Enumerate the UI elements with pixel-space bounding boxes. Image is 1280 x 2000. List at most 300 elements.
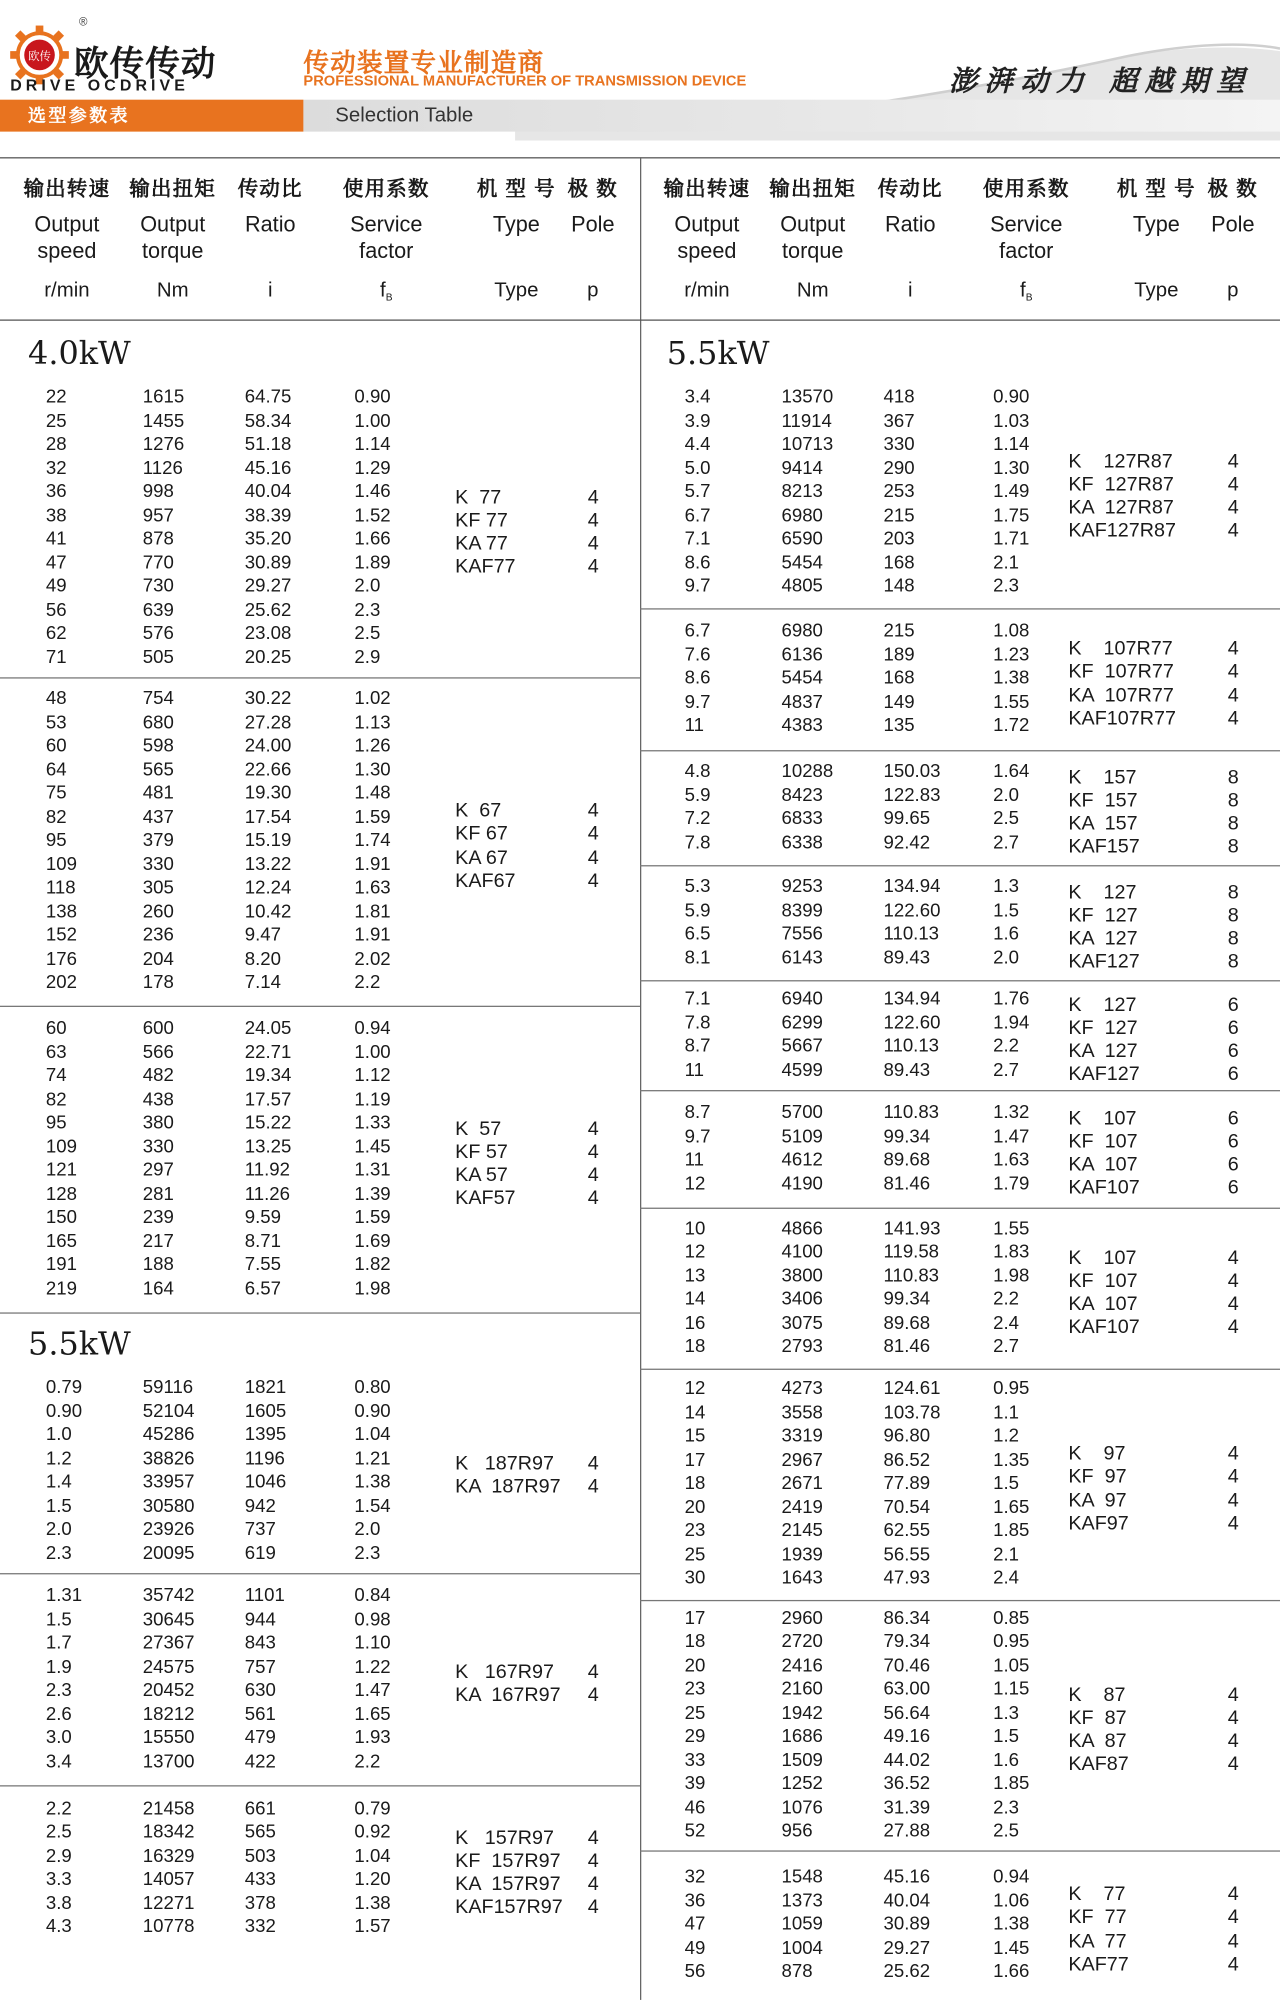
torque: 6143: [781, 947, 823, 969]
speed: 6.5: [684, 923, 711, 945]
torque: 305: [142, 878, 174, 899]
service-factor: 1.64: [993, 761, 1030, 783]
column-header-unit-4: [342, 280, 431, 303]
service-factor: 1.06: [993, 1890, 1030, 1912]
speed: 60: [45, 736, 67, 757]
speed: 14: [684, 1289, 706, 1310]
pole-value: 4: [1227, 497, 1239, 520]
unit-text: Nm: [796, 279, 829, 302]
speed: 8.1: [684, 947, 711, 969]
torque: 1059: [781, 1914, 823, 1936]
table-row: [0, 1796, 1280, 1820]
service-factor: 2.3: [354, 1543, 381, 1564]
speed: 39: [684, 1773, 706, 1795]
ratio: 6.57: [244, 1278, 281, 1299]
ratio: 27.28: [244, 712, 292, 734]
speed: 5.7: [684, 481, 711, 503]
speed: 11: [684, 1060, 704, 1081]
torque: 30645: [142, 1609, 195, 1630]
service-factor: 1.29: [354, 458, 391, 479]
speed: 11: [684, 715, 704, 737]
torque: 878: [142, 529, 174, 550]
service-factor: 1.39: [354, 1183, 391, 1205]
speed: 36: [684, 1890, 706, 1912]
service-factor: 2.4: [993, 1568, 1020, 1589]
ratio: 843: [244, 1633, 276, 1654]
service-factor: 1.98: [993, 1265, 1030, 1287]
torque: 7556: [781, 923, 823, 945]
service-factor: 1.38: [993, 668, 1030, 690]
torque: 1686: [781, 1726, 823, 1747]
ratio: 433: [244, 1869, 276, 1891]
torque: 14057: [142, 1869, 195, 1891]
service-factor: 1.38: [354, 1472, 391, 1493]
pole-value: 4: [1227, 1293, 1239, 1315]
torque: 4612: [781, 1150, 823, 1171]
ratio: 89.43: [883, 1060, 931, 1081]
service-factor: 2.0: [354, 576, 381, 597]
model-poles: [1228, 451, 1239, 544]
pole-value: 4: [587, 509, 599, 532]
torque: 1126: [142, 458, 183, 479]
service-factor: 0.94: [354, 1018, 391, 1039]
pole-value: 4: [587, 1850, 599, 1872]
column-header-en-4: Service factor: [350, 212, 423, 264]
column-header-en-2: Output torque: [140, 212, 206, 264]
service-factor: 1.04: [354, 1424, 391, 1446]
torque: 2145: [781, 1521, 823, 1542]
torque: 1076: [781, 1797, 823, 1818]
table-row: [0, 575, 1280, 599]
model-poles: [1228, 994, 1239, 1087]
torque: 5109: [781, 1126, 823, 1147]
pole-value: 4: [587, 1684, 599, 1706]
service-factor: 1.19: [354, 1089, 391, 1110]
power-heading: 5.5kW: [28, 1325, 131, 1363]
service-factor: 1.82: [354, 1254, 391, 1276]
speed: 20: [684, 1655, 706, 1676]
service-factor: 1.69: [354, 1231, 391, 1252]
ratio: 561: [244, 1704, 276, 1725]
speed: 18: [684, 1473, 706, 1495]
service-factor: 1.66: [993, 1961, 1030, 1983]
ratio: 24.00: [244, 736, 292, 757]
torque: 3558: [781, 1402, 823, 1424]
torque: 1509: [781, 1750, 823, 1771]
column-header-cn-2: 输出扭矩: [129, 178, 217, 201]
service-factor: 0.95: [993, 1631, 1030, 1653]
speed: 29: [684, 1726, 706, 1747]
service-factor: 1.79: [993, 1173, 1030, 1195]
ratio: 479: [244, 1727, 276, 1749]
service-factor: 1.20: [354, 1869, 391, 1891]
unit-subscript: B: [1025, 291, 1033, 303]
ratio: 168: [883, 668, 915, 690]
pole-value: 4: [1227, 1930, 1239, 1952]
pole-value: 4: [1227, 1316, 1239, 1339]
ratio: 49.16: [883, 1726, 931, 1747]
model-types: K 67 KF 67 KA 67 KAF67: [455, 800, 516, 892]
speed: 18: [684, 1631, 706, 1653]
speed: 2.9: [45, 1845, 72, 1867]
torque: 576: [142, 623, 174, 645]
speed: 60: [45, 1018, 67, 1039]
ratio: 1395: [244, 1424, 287, 1446]
model-types: K 157 KF 157 KA 157 KAF157: [1068, 766, 1140, 858]
speed: 1.0: [45, 1424, 72, 1446]
ratio: 11.92: [244, 1160, 290, 1181]
speed: 0.79: [45, 1377, 83, 1399]
speed: 36: [45, 481, 67, 503]
unit-text: Type: [494, 279, 539, 302]
speed: 33: [684, 1750, 706, 1771]
torque: 3800: [781, 1265, 823, 1287]
torque: 35742: [142, 1585, 195, 1607]
service-factor: 1.59: [354, 1207, 391, 1229]
table-row: [0, 1217, 1280, 1241]
ratio: 64.75: [244, 387, 292, 408]
column-header-en-2: Output torque: [780, 212, 846, 264]
service-factor: 1.81: [354, 901, 391, 923]
speed: 53: [45, 712, 67, 734]
speed: 165: [45, 1231, 77, 1252]
service-factor: 2.7: [993, 1060, 1020, 1081]
pole-value: 4: [587, 800, 599, 822]
speed: 2.5: [45, 1822, 72, 1843]
speed: 150: [45, 1207, 77, 1229]
column-header-cn-2: 输出扭矩: [769, 178, 857, 201]
torque: 2416: [781, 1655, 823, 1676]
ratio: 15.22: [244, 1113, 292, 1134]
pole-value: 4: [587, 869, 599, 892]
torque: 956: [781, 1821, 813, 1842]
torque: 45286: [142, 1424, 195, 1446]
model-types: K 107R77 KF 107R77 KA 107R77 KAF107R77: [1068, 637, 1177, 730]
logo-chinese-name: 欧传传动: [73, 44, 217, 84]
ratio: 148: [883, 576, 915, 597]
ratio: 332: [244, 1916, 276, 1938]
ratio: 10.42: [244, 901, 292, 923]
model-types: K 97 KF 97 KA 97 KAF97: [1068, 1442, 1129, 1535]
pole-value: 8: [1227, 812, 1239, 835]
torque: 1276: [142, 434, 185, 455]
ratio: 110.13: [883, 1036, 940, 1057]
table-row: [0, 1378, 1280, 1402]
ratio: 22.71: [244, 1042, 292, 1063]
logo-seal-text: 欧传: [28, 49, 51, 64]
ratio: 422: [244, 1751, 276, 1772]
torque: 1643: [781, 1568, 823, 1589]
pole-value: 6: [1227, 1107, 1239, 1130]
ratio: 45.16: [883, 1867, 931, 1888]
ratio: 1046: [244, 1472, 287, 1493]
service-factor: 1.04: [354, 1845, 391, 1867]
ratio: 1821: [244, 1377, 287, 1399]
model-poles: [1228, 1684, 1239, 1777]
torque: 6833: [781, 808, 823, 830]
model-poles: [1228, 1884, 1239, 1977]
ratio: 29.27: [883, 1938, 931, 1959]
service-factor: 1.83: [993, 1242, 1030, 1263]
speed: 52: [684, 1821, 706, 1842]
speed: 20: [684, 1497, 706, 1518]
torque: 438: [142, 1089, 174, 1110]
column-header-unit-2: [765, 280, 861, 303]
service-factor: 1.55: [993, 1218, 1030, 1239]
ratio: 619: [244, 1543, 276, 1564]
service-factor: 1.45: [354, 1136, 391, 1158]
torque: 639: [142, 599, 174, 621]
speed: 32: [684, 1867, 706, 1888]
service-factor: 1.02: [354, 689, 391, 710]
speed: 6.7: [684, 505, 711, 526]
torque: 20452: [142, 1680, 195, 1701]
ratio: 7.55: [244, 1254, 281, 1276]
torque: 20095: [142, 1543, 195, 1564]
service-factor: 1.6: [993, 923, 1020, 945]
service-factor: 1.66: [354, 529, 391, 550]
speed: 48: [45, 689, 67, 710]
power-heading: 5.5kW: [666, 334, 770, 372]
ratio: 661: [244, 1798, 276, 1820]
service-factor: 2.7: [993, 832, 1020, 853]
torque: 260: [142, 901, 174, 923]
speed: 25: [684, 1702, 706, 1724]
ratio: 168: [883, 552, 915, 574]
pole-value: 4: [587, 1661, 599, 1683]
logo-registered-mark: ®: [79, 15, 88, 29]
speed: 3.3: [45, 1869, 72, 1891]
ratio: 134.94: [883, 876, 941, 898]
torque: 4866: [781, 1218, 823, 1239]
ratio: 89.68: [883, 1313, 931, 1334]
ratio: 45.16: [244, 458, 292, 479]
pole-value: 4: [587, 1117, 599, 1140]
ratio: 31.39: [883, 1797, 931, 1818]
speed: 4.4: [684, 434, 711, 455]
pole-value: 4: [587, 486, 599, 509]
tagline-english: PROFESSIONAL MANUFACTURER OF TRANSMISSION DEVICE: [303, 74, 747, 90]
model-poles: [1228, 1247, 1239, 1340]
speed: 7.6: [684, 645, 711, 666]
column-header-cn-6: 极 数: [567, 178, 618, 201]
ratio: 565: [244, 1822, 276, 1843]
torque: 10288: [781, 761, 834, 783]
service-factor: 1.49: [993, 481, 1030, 503]
service-factor: 1.3: [993, 876, 1020, 898]
unit-text: p: [1227, 279, 1239, 302]
pole-value: 4: [1227, 1246, 1239, 1269]
pole-value: 4: [587, 532, 599, 555]
speed: 7.1: [684, 989, 711, 1010]
torque: 9253: [781, 876, 823, 898]
ratio: 215: [883, 505, 915, 526]
service-factor: 2.02: [354, 949, 391, 970]
ratio: 92.42: [883, 832, 931, 853]
model-types: K 127 KF 127 KA 127 KAF127: [1068, 881, 1140, 973]
speed: 30: [684, 1568, 706, 1589]
torque: 2419: [781, 1497, 823, 1518]
torque: 8423: [781, 785, 823, 806]
table-row: [0, 551, 1280, 575]
ratio: 150.03: [883, 761, 941, 783]
model-poles: [1228, 638, 1239, 731]
ratio: 89.43: [883, 947, 931, 969]
ratio: 19.30: [244, 783, 292, 805]
model-types: K 107 KF 107 KA 107 KAF107: [1068, 1107, 1140, 1199]
ratio: 378: [244, 1893, 276, 1914]
pole-value: 8: [1227, 881, 1239, 903]
ratio: 141.93: [883, 1218, 941, 1239]
pole-value: 8: [1227, 766, 1239, 788]
speed: 1.9: [45, 1656, 72, 1678]
service-factor: 1.33: [354, 1113, 391, 1134]
pole-value: 8: [1227, 836, 1239, 858]
speed: 1.4: [45, 1472, 72, 1493]
service-factor: 2.1: [993, 1544, 1020, 1566]
pole-value: 4: [1227, 684, 1239, 707]
speed: 219: [45, 1278, 77, 1299]
ratio: 35.20: [244, 529, 292, 550]
speed: 28: [45, 434, 67, 455]
service-factor: 2.3: [993, 576, 1020, 597]
ratio: 58.34: [244, 410, 292, 432]
pole-value: 6: [1227, 1040, 1239, 1062]
ratio: 1101: [244, 1585, 285, 1607]
speed: 74: [45, 1065, 67, 1087]
pole-value: 4: [587, 1452, 599, 1475]
speed: 46: [684, 1797, 706, 1818]
torque: 1615: [142, 387, 185, 408]
ratio: 89.68: [883, 1150, 931, 1171]
column-header-cn-4: 使用系数: [342, 178, 430, 201]
speed: 7.2: [684, 808, 711, 830]
ratio: 12.24: [244, 878, 292, 899]
pole-value: 4: [1227, 1489, 1239, 1512]
speed: 176: [45, 949, 77, 970]
table-row: [0, 1567, 1280, 1591]
speed: 16: [684, 1313, 706, 1334]
torque: 236: [142, 925, 174, 946]
service-factor: 1.89: [354, 552, 391, 574]
speed: 109: [45, 854, 77, 876]
service-factor: 1.63: [993, 1150, 1030, 1171]
ratio: 215: [883, 621, 915, 642]
torque: 3075: [781, 1313, 823, 1334]
column-header-cn-1: 输出转速: [23, 178, 111, 201]
torque: 2793: [781, 1336, 823, 1358]
ratio: 40.04: [244, 481, 292, 503]
pole-value: 8: [1227, 904, 1239, 927]
table-row: [0, 1402, 1280, 1426]
torque: 437: [142, 807, 174, 828]
service-factor: 2.0: [993, 947, 1020, 969]
service-factor: 1.47: [993, 1126, 1030, 1147]
torque: 18212: [142, 1704, 195, 1725]
column-header-unit-6: [561, 280, 625, 303]
torque: 482: [142, 1065, 174, 1087]
tagline-chinese: 传动装置专业制造商: [303, 49, 545, 78]
ratio: 124.61: [883, 1379, 941, 1400]
speed: 18: [684, 1336, 706, 1358]
service-factor: 2.7: [993, 1336, 1020, 1358]
ratio: 149: [883, 692, 915, 713]
speed: 0.90: [45, 1401, 83, 1422]
service-factor: 0.94: [993, 1867, 1030, 1888]
service-factor: 1.21: [354, 1448, 391, 1469]
pole-value: 8: [1227, 927, 1239, 950]
speed: 8.6: [684, 552, 711, 574]
speed: 7.8: [684, 1012, 711, 1034]
speed: 1.31: [45, 1585, 83, 1607]
torque: 281: [142, 1183, 174, 1205]
speed: 1.2: [45, 1448, 72, 1469]
logo-english-name: DRIVE OCDRIVE: [10, 76, 189, 95]
speed: 12: [684, 1379, 706, 1400]
torque: 600: [142, 1018, 174, 1039]
speed: 3.4: [684, 387, 711, 408]
torque: 878: [781, 1961, 813, 1983]
service-factor: 1.85: [993, 1773, 1030, 1795]
torque: 59116: [142, 1377, 194, 1399]
unit-text: Nm: [156, 279, 189, 302]
service-factor: 1.55: [993, 692, 1030, 713]
ratio: 135: [883, 715, 915, 737]
torque: 754: [142, 689, 174, 710]
model-types: K 57 KF 57 KA 57 KAF57: [455, 1117, 516, 1210]
ratio: 47.93: [883, 1568, 931, 1589]
column-header-en-4: Service factor: [990, 212, 1063, 264]
service-factor: 1.47: [354, 1680, 391, 1701]
torque: 957: [142, 505, 174, 526]
ratio: 38.39: [244, 505, 292, 526]
speed: 82: [45, 1089, 67, 1110]
speed: 3.0: [45, 1727, 72, 1749]
ratio: 40.04: [883, 1890, 931, 1912]
speed: 11: [684, 1150, 704, 1171]
torque: 505: [142, 647, 174, 668]
torque: 481: [142, 783, 174, 805]
ratio: 20.25: [244, 647, 292, 668]
speed: 2.3: [45, 1680, 72, 1701]
ratio: 70.46: [883, 1655, 931, 1676]
unit-text: Type: [1134, 279, 1179, 302]
speed: 47: [684, 1914, 706, 1936]
torque: 998: [142, 481, 174, 503]
ratio: 630: [244, 1680, 276, 1701]
service-factor: 1.32: [993, 1102, 1030, 1124]
model-types: K 107 KF 107 KA 107 KAF107: [1068, 1246, 1140, 1339]
speed: 9.7: [684, 576, 711, 597]
service-factor: 1.38: [993, 1914, 1030, 1936]
speed: 8.7: [684, 1102, 711, 1124]
column-header-en-1: Output speed: [674, 212, 740, 264]
ratio: 19.34: [244, 1065, 292, 1087]
service-factor: 2.5: [993, 808, 1020, 830]
ratio: 1196: [244, 1448, 285, 1469]
ratio: 1605: [244, 1401, 287, 1422]
speed: 25: [684, 1544, 706, 1566]
ratio: 27.88: [883, 1821, 931, 1842]
speed: 23: [684, 1521, 706, 1542]
model-types: K 87 KF 87 KA 87 KAF87: [1068, 1683, 1129, 1776]
speed: 9.7: [684, 692, 711, 713]
ratio: 44.02: [883, 1750, 931, 1771]
ratio: 122.83: [883, 785, 941, 806]
unit-text: f: [1020, 279, 1026, 302]
ratio: 11.26: [244, 1183, 290, 1205]
torque: 4100: [781, 1242, 823, 1263]
